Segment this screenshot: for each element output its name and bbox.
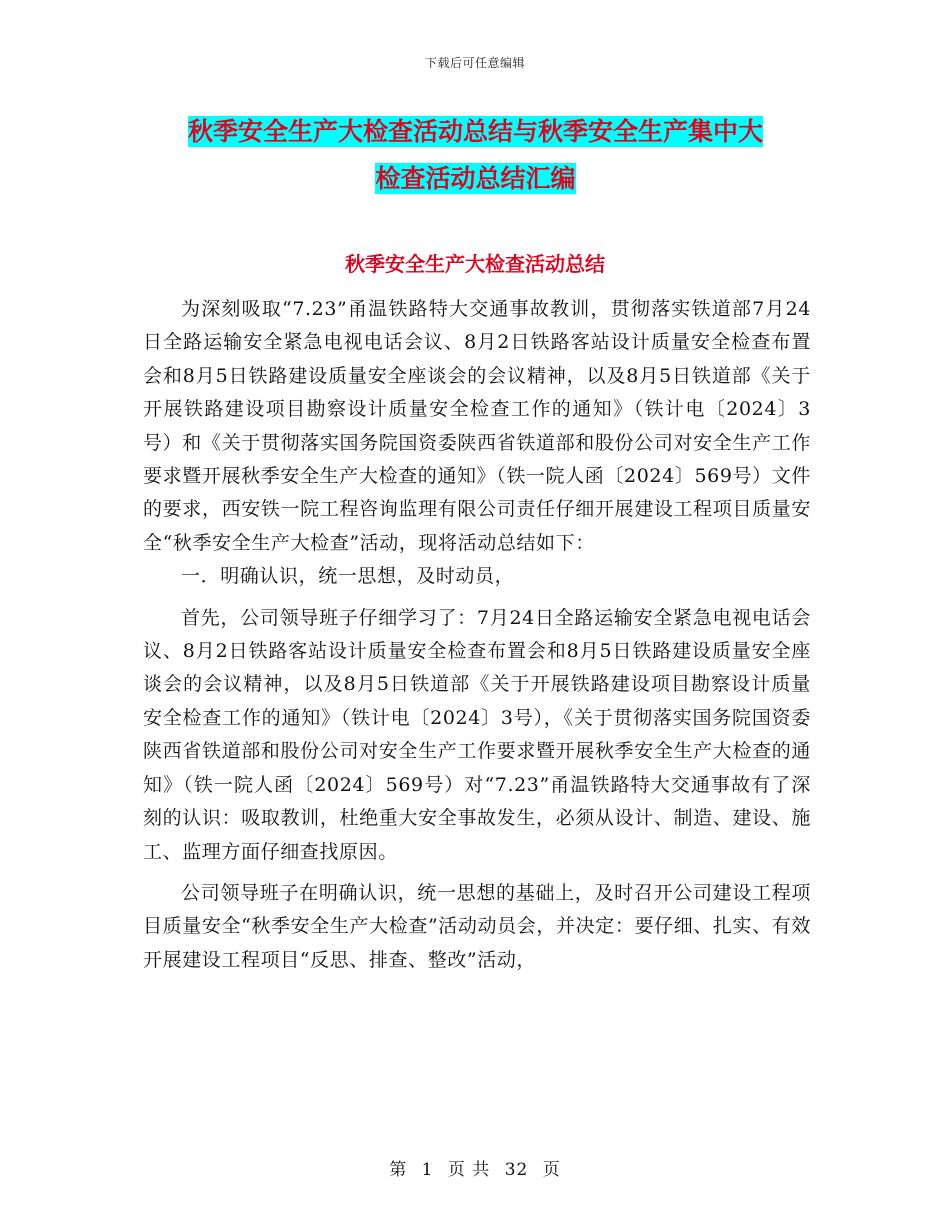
page-current: 1 [421,1160,434,1180]
main-title-line-2: 检查活动总结汇编 [375,164,576,193]
header-note: 下载后可任意编辑 [424,56,525,70]
body-text [143,293,811,977]
page-suffix: 页 [542,1160,561,1180]
main-title-line-1: 秋季安全生产大检查活动总结与秋季安全生产集中大 [187,117,763,146]
page-number-footer [0,1155,950,1180]
paragraph: 为深刻吸取“7.23”甬温铁路特大交通事故教训，贯彻落实铁道部7月24日全路运输安全紧急电视电话会议、8月2日铁路客站设计质量安全检查布置会和8月5日铁路建设质量安全座谈会的会议精神，以及8月5日铁道部《关于开展铁路建设项目勘察设计质量安全检查工作的通知》（铁计电〔2024〕3号）和《关于贯彻落实国务院国资委陕西省铁道部和股份公司对安全生产工作要求暨开展秋季安全生产大检查的通知》（铁一院人函〔2024〕569号）文件的要求，西安铁一院工程咨询监理有限公司责任仔细开展建设工程项目质量安全“秋季安全生产大检查”活动，现将活动总结如下： [143,298,811,554]
paragraph: 公司领导班子在明确认识，统一思想的基础上，及时召开公司建设工程项目质量安全“秋季安全生产大检查”活动动员会，并决定：要仔细、扎实、有效开展建设工程项目“反思、排查、整改”活动， [143,881,811,971]
page-mid: 页 共 [447,1160,491,1180]
paragraph: 首先，公司领导班子仔细学习了：7月24日全路运输安全紧急电视电话会议、8月2日铁路客站设计质量安全检查布置会和8月5日铁路建设质量安全座谈会的会议精神，以及8月5日铁道部《关于开展铁路建设项目勘察设计质量安全检查工作的通知》（铁计电〔2024〕3号），《关于贯彻落实国务院国资委陕西省铁道部和股份公司对安全生产工作要求暨开展秋季安全生产大检查的通知》（铁一院人函〔2024〕569号）对“7.23”甬温铁路特大交通事故有了深刻的认识：吸取教训，杜绝重大安全事故发生，必须从设计、制造、建设、施工、监理方面仔细查找原因。 [143,606,811,863]
section-title: 秋季安全生产大检查活动总结 [345,252,605,276]
paragraph-heading: 一．明确认识，统一思想，及时动员， [181,565,515,588]
page-prefix: 第 [389,1160,408,1180]
page-total: 32 [504,1160,529,1180]
main-title [143,108,808,202]
